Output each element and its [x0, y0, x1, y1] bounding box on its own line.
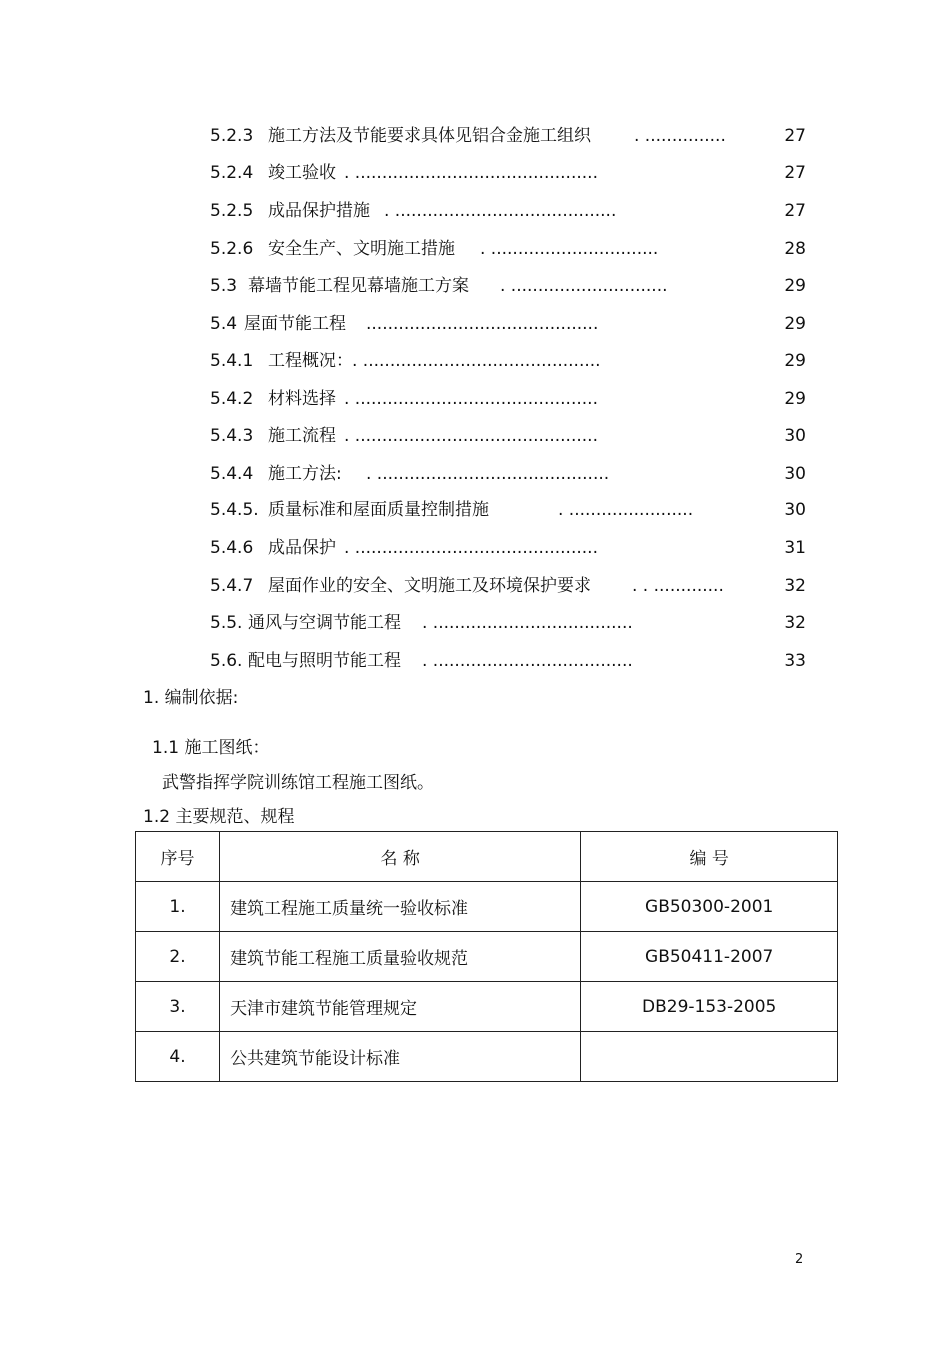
header-code: 编 号 [581, 832, 838, 882]
toc-number: 5.4 [210, 314, 238, 334]
toc-title: 成品保护措施 [268, 201, 370, 221]
toc-number: 5.4.2 [210, 389, 254, 409]
toc-entry[interactable] [0, 424, 950, 448]
toc-entry[interactable] [0, 574, 950, 598]
toc-entry[interactable] [0, 237, 950, 261]
toc-title: 通风与空调节能工程 [248, 613, 401, 633]
toc-number: 5.4.4 [210, 464, 254, 484]
row-code: GB50411-2007 [581, 932, 838, 982]
toc-entry[interactable] [0, 649, 950, 673]
toc-title: 施工方法及节能要求具体见铝合金施工组织 [268, 126, 591, 146]
toc-page: 29 [784, 276, 806, 296]
toc-page: 27 [784, 201, 806, 221]
toc-leader: ........................................... [366, 314, 599, 334]
toc-leader: . ............... [634, 126, 726, 146]
toc-page: 30 [784, 500, 806, 520]
toc-page: 33 [784, 651, 806, 671]
table-row [136, 932, 838, 982]
toc-leader: . ............................. [500, 276, 668, 296]
row-code: DB29-153-2005 [581, 982, 838, 1032]
toc-leader: . ............................................ [352, 351, 601, 371]
toc-page: 27 [784, 126, 806, 146]
toc-leader: . . ............. [632, 576, 724, 596]
toc-number: 5.2.6 [210, 239, 254, 259]
row-index: 2. [136, 932, 220, 982]
row-index: 1. [136, 882, 220, 932]
header-name: 名 称 [220, 832, 581, 882]
toc-entry[interactable] [0, 124, 950, 148]
row-code: GB50300-2001 [581, 882, 838, 932]
toc-number: 5.2.4 [210, 163, 254, 183]
toc-page: 29 [784, 314, 806, 334]
toc-number: 5.4.7 [210, 576, 254, 596]
table-header-row [136, 832, 838, 882]
toc-leader: . ............................... [480, 239, 659, 259]
toc-leader: . ..................................... [422, 651, 633, 671]
toc-leader: . ............................................. [344, 426, 598, 446]
toc-leader: . ..................................... [422, 613, 633, 633]
toc-leader: . ............................................. [344, 389, 598, 409]
toc-number: 5.4.1 [210, 351, 254, 371]
toc-entry[interactable] [0, 387, 950, 411]
toc-number: 5.5. [210, 613, 243, 633]
table-row [136, 982, 838, 1032]
toc-number: 5.6. [210, 651, 243, 671]
toc-number: 5.4.5. [210, 500, 259, 520]
toc-page: 29 [784, 351, 806, 371]
page-number: 2 [795, 1252, 804, 1267]
toc-page: 29 [784, 389, 806, 409]
toc-leader: . ....................... [558, 500, 694, 520]
toc-entry[interactable] [0, 462, 950, 486]
toc-entry[interactable] [0, 312, 950, 336]
toc-title: 成品保护 [268, 538, 336, 558]
toc-page: 30 [784, 426, 806, 446]
toc-entry[interactable] [0, 161, 950, 185]
toc-entry[interactable] [0, 498, 950, 522]
toc-title: 施工方法: [268, 464, 342, 484]
row-name: 建筑节能工程施工质量验收规范 [220, 932, 581, 982]
toc-title: 屋面作业的安全、文明施工及环境保护要求 [268, 576, 591, 596]
toc-title: 质量标准和屋面质量控制措施 [268, 500, 489, 520]
toc-entry[interactable] [0, 536, 950, 560]
subsection-heading: 1.1 施工图纸： [152, 738, 270, 758]
toc-page: 31 [784, 538, 806, 558]
toc-page: 27 [784, 163, 806, 183]
toc-title: 配电与照明节能工程 [248, 651, 401, 671]
toc-number: 5.2.5 [210, 201, 254, 221]
row-name: 天津市建筑节能管理规定 [220, 982, 581, 1032]
toc-number: 5.2.3 [210, 126, 254, 146]
subsection-heading: 1.2 主要规范、规程 [143, 807, 295, 827]
section-heading: 1. 编制依据: [143, 688, 239, 708]
toc-number: 5.4.3 [210, 426, 254, 446]
toc-page: 32 [784, 613, 806, 633]
toc-entry[interactable] [0, 611, 950, 635]
toc-entry[interactable] [0, 349, 950, 373]
toc-leader: . ............................................. [344, 163, 598, 183]
toc-title: 幕墙节能工程见幕墙施工方案 [248, 276, 469, 296]
toc-title: 施工流程 [268, 426, 336, 446]
standards-table [135, 831, 838, 1082]
toc-title: 工程概况： [268, 351, 353, 371]
toc-title: 竣工验收 [268, 163, 336, 183]
toc-number: 5.3 [210, 276, 238, 296]
toc-page: 32 [784, 576, 806, 596]
row-name: 公共建筑节能设计标准 [220, 1032, 581, 1082]
toc-title: 安全生产、文明施工措施 [268, 239, 455, 259]
toc-title: 材料选择 [268, 389, 336, 409]
toc-number: 5.4.6 [210, 538, 254, 558]
body-paragraph: 武警指挥学院训练馆工程施工图纸。 [162, 773, 434, 793]
toc-title: 屋面节能工程 [244, 314, 346, 334]
table-row [136, 882, 838, 932]
toc-leader: . ............................................. [344, 538, 598, 558]
row-index: 4. [136, 1032, 220, 1082]
toc-leader: . ........................................... [366, 464, 610, 484]
toc-leader: . ......................................... [384, 201, 617, 221]
toc-entry[interactable] [0, 199, 950, 223]
toc-page: 30 [784, 464, 806, 484]
row-index: 3. [136, 982, 220, 1032]
toc-page: 28 [784, 239, 806, 259]
table-row [136, 1032, 838, 1082]
header-index: 序号 [136, 832, 220, 882]
toc-entry[interactable] [0, 274, 950, 298]
row-code [581, 1032, 838, 1082]
row-name: 建筑工程施工质量统一验收标准 [220, 882, 581, 932]
